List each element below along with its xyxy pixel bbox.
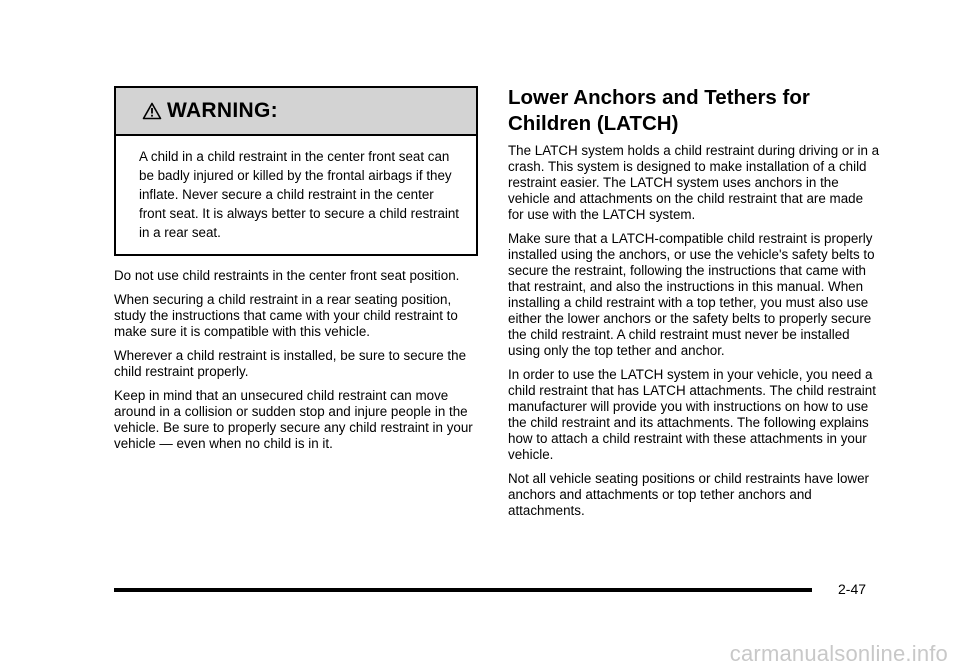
warning-title: WARNING:	[167, 99, 278, 122]
right-column	[508, 85, 880, 527]
section-title: Lower Anchors and Tethers for Children (LATCH)	[508, 86, 810, 135]
paragraph: Make sure that a LATCH-compatible child restraint is properly installed using the anchors, or use the vehicle's safety belts to secure the restraint, following the instructions that came with that restraint, and also the instructions in this manual. When installing a child restraint with a top tether, you must also use either the lower anchors or the safety belts to properly secure the child restraint. A child restraint must never be installed using only the top tether and anchor.	[508, 231, 875, 358]
page-number: 2-47	[838, 581, 867, 597]
warning-triangle-icon	[142, 102, 162, 120]
paragraph: Keep in mind that an unsecured child restraint can move around in a collision or sudden stop and injure people in the vehicle. Be sure to properly secure any child restraint in your vehicle — even when no child is in it.	[114, 388, 473, 451]
warning-header	[116, 88, 476, 136]
left-paragraphs	[114, 268, 482, 452]
paragraph: When securing a child restraint in a rear seating position, study the instructions that came with your child restraint to make sure it is compatible with this vehicle.	[114, 292, 458, 339]
warning-box	[114, 86, 478, 256]
paragraph: Wherever a child restraint is installed, be sure to secure the child restraint properly.	[114, 348, 467, 379]
paragraph: Not all vehicle seating positions or child restraints have lower anchors and attachments or top tether anchors and attachments.	[508, 471, 869, 518]
footer-rule	[114, 588, 812, 592]
paragraph: In order to use the LATCH system in your vehicle, you need a child restraint that has LATCH attachments. The child restraint manufacturer will provide you with instructions on how to use the child restraint and its attachments. The following explains how to attach a child restraint with these attachments in your vehicle.	[508, 367, 876, 462]
left-column	[114, 86, 482, 460]
paragraph: Do not use child restraints in the center front seat position.	[114, 268, 460, 283]
watermark: carmanualsonline.info	[729, 641, 948, 666]
warning-text: A child in a child restraint in the center front seat can be badly injured or killed by the frontal airbags if they inflate. Never secure a child restraint in the center front seat. It is always better to secure a child restraint in a rear seat.	[139, 149, 460, 240]
paragraph: The LATCH system holds a child restraint during driving or in a crash. This system is designed to make installation of a child restraint easier. The LATCH system uses anchors in the vehicle and attachments on the child restraint that are made for use with the LATCH system.	[508, 143, 880, 222]
